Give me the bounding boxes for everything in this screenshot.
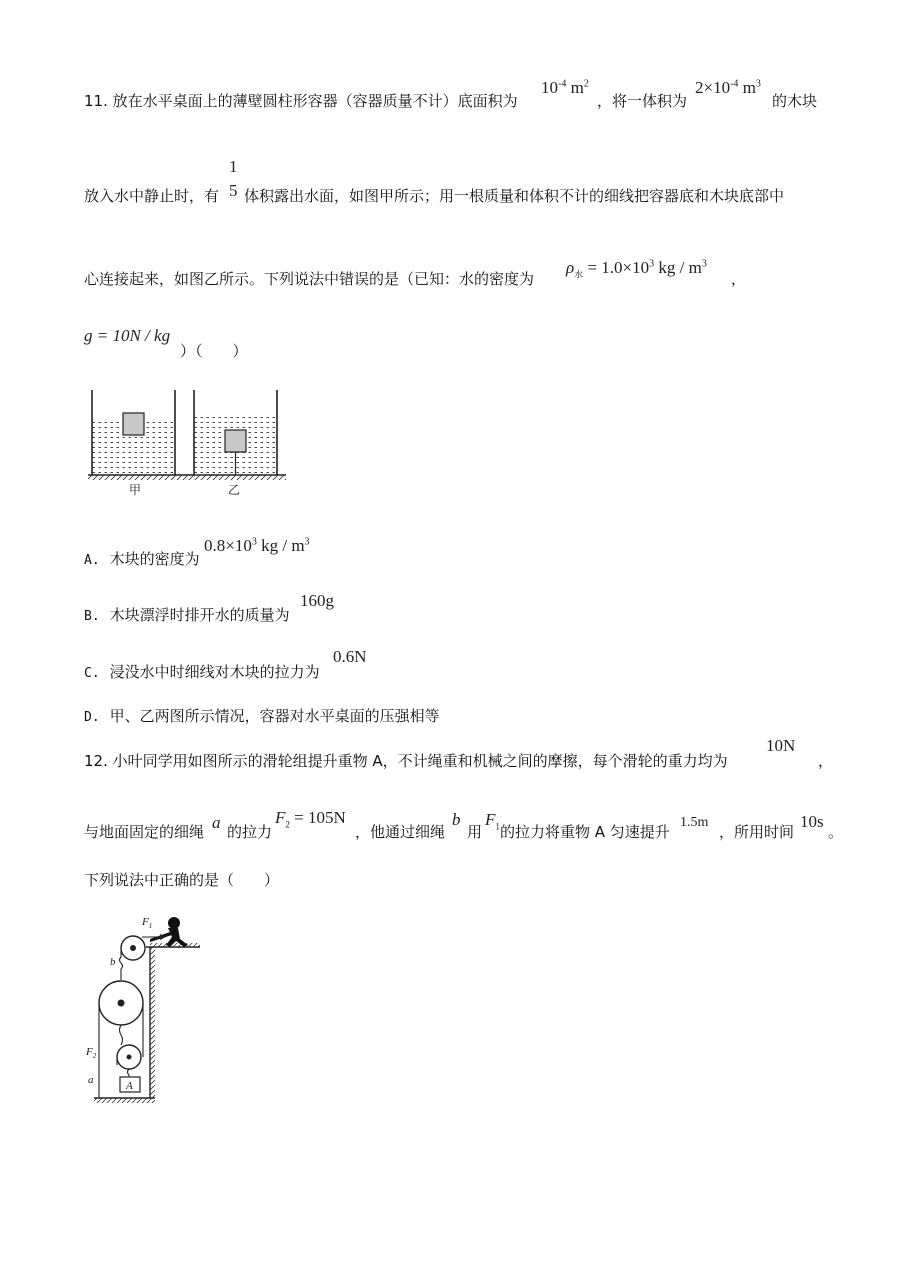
q12-rope-b xyxy=(452,810,461,830)
vol-exp: -4 xyxy=(730,78,739,90)
wood-block-jia xyxy=(123,413,144,435)
q12-line2-d xyxy=(467,821,482,842)
g-expression: g = 10N / kg xyxy=(84,326,171,345)
b-label: b xyxy=(110,956,116,968)
q11-line2-b xyxy=(244,185,784,206)
q12-pulley-weight xyxy=(766,736,795,756)
q11-line2 xyxy=(84,185,219,206)
a-label: a xyxy=(88,1074,94,1086)
option-c-text: 浸没水中时细线对木块的拉力为 xyxy=(109,663,320,681)
option-c-letter: C. xyxy=(84,666,100,681)
q11-line2-text-b: 体积露出水面，如图甲所示；用一根质量和体积不计的细线把容器底和木块底部中 xyxy=(244,187,785,205)
area-unit: m xyxy=(570,78,584,97)
f2-value: = 105N xyxy=(294,808,346,827)
wood-block-yi xyxy=(225,430,246,452)
rope-a-symbol: a xyxy=(212,813,221,832)
q11-line1-text-c: 的木块 xyxy=(772,92,818,110)
rho-unit: kg / m xyxy=(658,258,702,277)
q12-line2-f xyxy=(719,821,794,842)
height-value: 1.5m xyxy=(680,815,709,830)
q11-vol-math xyxy=(695,78,761,98)
option-a[interactable] xyxy=(84,548,200,569)
q12-line2-text-d: 用 xyxy=(467,823,483,841)
q11-fraction xyxy=(229,158,238,200)
q12-question-prompt: 下列说法中正确的是（ ） xyxy=(84,871,280,889)
q11-line3-text-b: ， xyxy=(731,270,747,288)
q11-line1 xyxy=(84,90,518,111)
rope-b-symbol: b xyxy=(452,810,461,829)
q12-height xyxy=(680,815,708,831)
q12-time xyxy=(800,812,824,832)
q12-line2-text-b: 的拉力 xyxy=(227,823,273,841)
q11-line1-c xyxy=(772,90,817,111)
area-unit-exp: 2 xyxy=(583,78,589,90)
q11-line4 xyxy=(180,340,248,361)
option-b-value: 160g xyxy=(300,591,334,610)
fraction-numerator: 1 xyxy=(229,157,238,176)
q11-figure xyxy=(86,385,296,500)
rho-subscript: 水 xyxy=(574,269,584,280)
q12-line2-b xyxy=(227,821,272,842)
vol-unit-exp: 3 xyxy=(755,78,761,90)
label-yi: 乙 xyxy=(228,483,241,497)
q12-line2-text-c: ，他通过细绳 xyxy=(355,823,446,841)
q12-line1 xyxy=(84,750,728,771)
weight-a-label: A xyxy=(126,1080,133,1092)
q12-rope-a xyxy=(212,813,221,833)
rho-value: = 1.0×10 xyxy=(587,258,650,277)
q12-line2-text-f: ，所用时间 xyxy=(719,823,795,841)
pulley-weight-value: 10N xyxy=(766,736,796,755)
option-b-text: 木块漂浮时排开水的质量为 xyxy=(109,606,290,624)
q11-g-math xyxy=(84,326,170,346)
rho-exp: 3 xyxy=(649,258,655,270)
q11-rho-math xyxy=(566,258,707,280)
option-a-unit-exp: 3 xyxy=(304,536,310,548)
container-jia xyxy=(92,390,175,475)
f2-subscript: 2 xyxy=(285,819,290,830)
q11-area-math xyxy=(541,78,589,98)
q11-line1-b xyxy=(597,90,687,111)
q12-line2-text-a: 与地面固定的细绳 xyxy=(84,823,205,841)
time-value: 10s xyxy=(800,812,824,831)
container-yi xyxy=(194,390,277,475)
q12-line2-text-e: 的拉力将重物 A 匀速提升 xyxy=(500,823,670,841)
rho-unit-exp: 3 xyxy=(701,258,707,270)
f2-symbol: F xyxy=(275,808,286,827)
q11-answer-blank: ）（ ） xyxy=(180,342,248,360)
q12-line2-text-g: 。 xyxy=(828,823,844,841)
option-b-letter: B. xyxy=(84,609,100,624)
option-a-math xyxy=(204,536,310,556)
option-a-letter: A. xyxy=(84,553,100,568)
q12-line2-e xyxy=(500,821,670,842)
q11-line3 xyxy=(84,268,534,289)
f2-label: $F_2$ xyxy=(86,1046,97,1060)
option-c-math xyxy=(333,647,367,667)
option-c[interactable] xyxy=(84,661,320,682)
option-a-value: 0.8×10 xyxy=(204,536,252,555)
q12-line2-g xyxy=(828,821,843,842)
q12-line2-c xyxy=(355,821,445,842)
option-a-unit: kg / m xyxy=(261,536,305,555)
vol-value: 2×10 xyxy=(695,78,731,97)
f1-symbol: F xyxy=(485,810,496,829)
fraction-denominator: 5 xyxy=(229,180,238,200)
option-b[interactable] xyxy=(84,604,290,625)
q12-f2-math xyxy=(275,808,346,829)
option-c-value: 0.6N xyxy=(333,647,367,666)
f1-label: $F_1$ xyxy=(142,916,153,930)
q12-line1-text-a: 12. 小叶同学用如图所示的滑轮组提升重物 A，不计绳重和机械之间的摩擦，每个滑轮的重力均为 xyxy=(84,752,728,770)
f1-subscript: 1 xyxy=(495,821,500,832)
option-d[interactable] xyxy=(84,705,440,726)
option-d-text: 甲、乙两图所示情况，容器对水平桌面的压强相等 xyxy=(109,707,440,725)
person-icon xyxy=(150,917,188,947)
q12-f1-math xyxy=(485,810,500,831)
q12-line1-text-b: ， xyxy=(818,752,834,770)
q11-line2-text-a: 放入水中静止时，有 xyxy=(84,187,220,205)
option-a-text: 木块的密度为 xyxy=(109,550,200,568)
q11-line1-text-b: ，将一体积为 xyxy=(597,92,688,110)
q11-line1-text-a: 11. 放在水平桌面上的薄壁圆柱形容器（容器质量不计）底面积为 xyxy=(84,92,518,110)
q11-line3-text-a: 心连接起来，如图乙所示。下列说法中错误的是（已知：水的密度为 xyxy=(84,270,535,288)
option-d-letter: D. xyxy=(84,710,100,725)
q12-line3 xyxy=(84,869,279,890)
q12-line1-b xyxy=(818,750,833,771)
vol-unit: m xyxy=(742,78,756,97)
option-b-math xyxy=(300,591,334,611)
q12-line2 xyxy=(84,821,204,842)
q12-pulley-figure xyxy=(80,905,220,1110)
option-a-exp: 3 xyxy=(251,536,257,548)
rho-symbol: ρ xyxy=(566,258,575,277)
area-value: 10 xyxy=(541,78,558,97)
label-jia: 甲 xyxy=(129,483,142,497)
q11-line3-b xyxy=(731,268,746,289)
area-exp: -4 xyxy=(558,78,567,90)
